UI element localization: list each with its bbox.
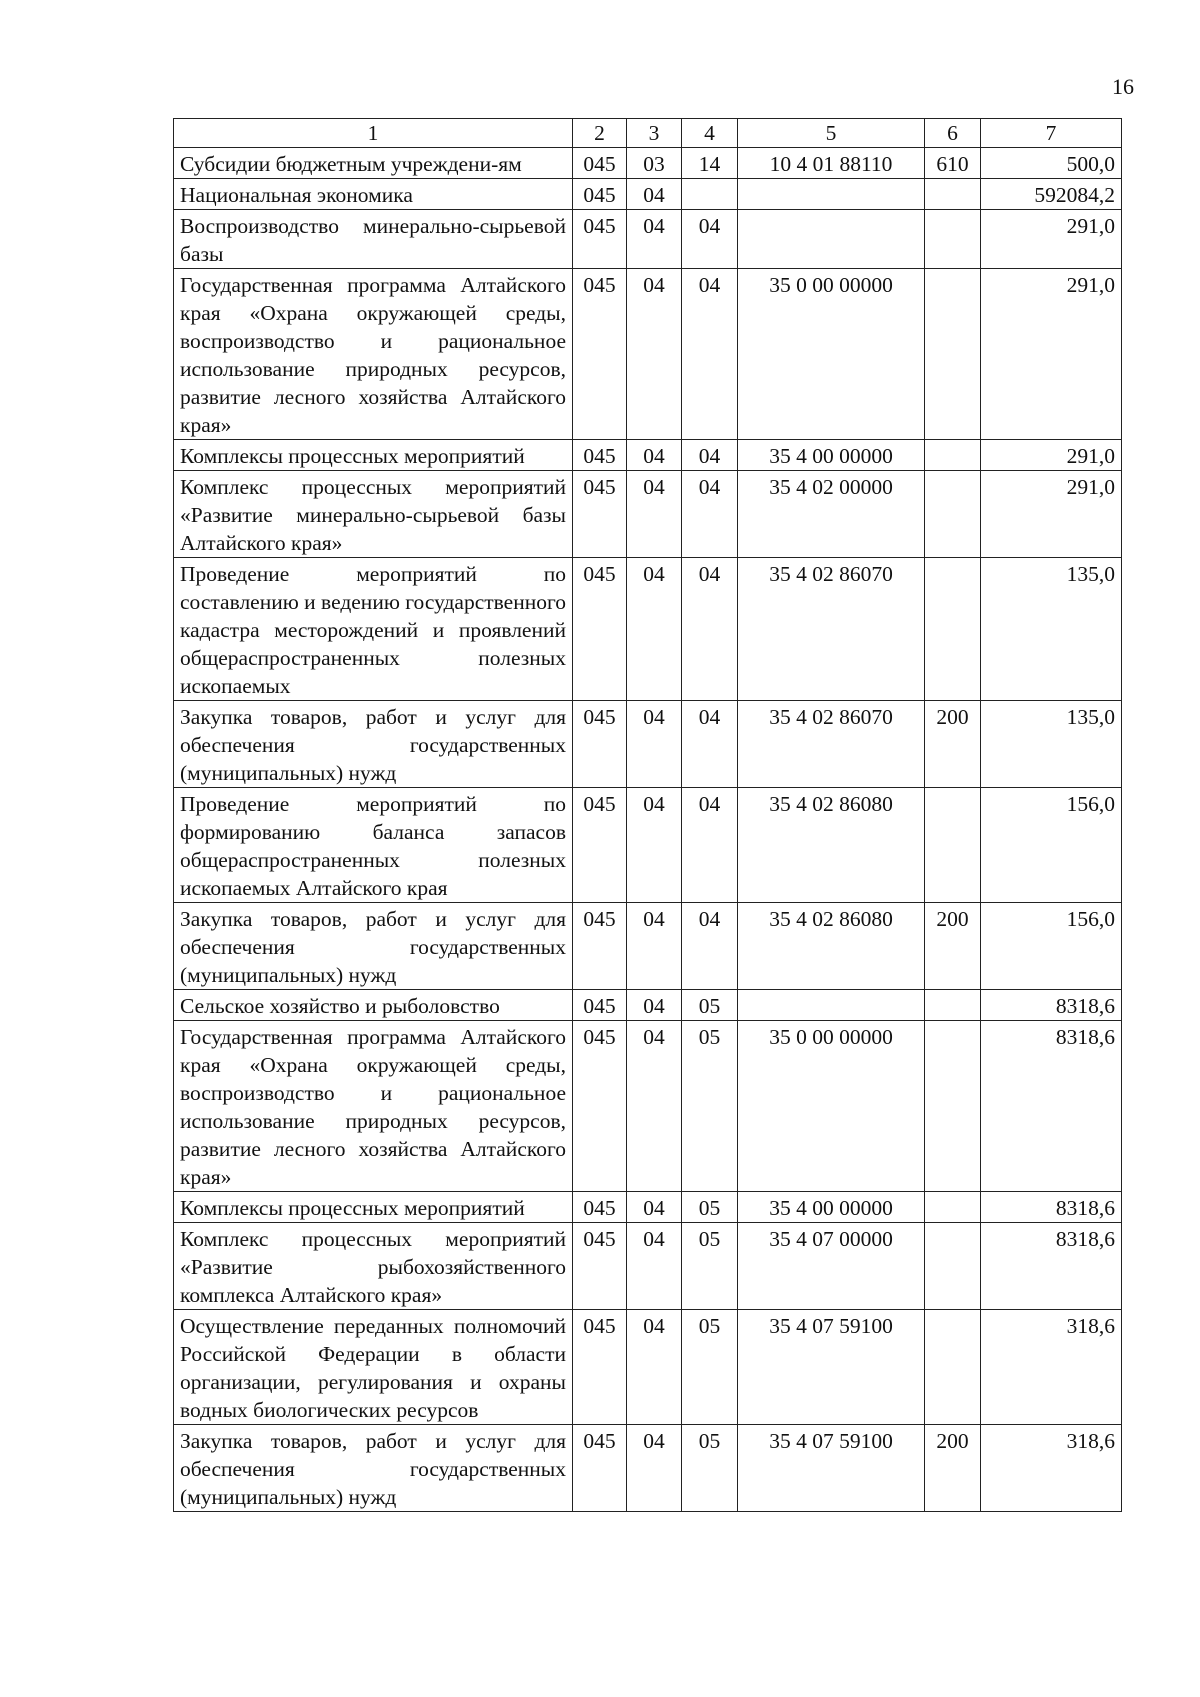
amount-cell: 8318,6	[981, 1192, 1122, 1223]
row-name-cell: Комплекс процессных мероприятий «Развитие минерально-сырьевой базы Алтайского края»	[174, 471, 573, 558]
ministry-code-cell: 045	[573, 471, 627, 558]
target-article-cell: 35 4 07 59100	[738, 1425, 925, 1512]
ministry-code-cell: 045	[573, 558, 627, 701]
target-article-cell: 35 4 00 00000	[738, 1192, 925, 1223]
target-article-cell: 35 0 00 00000	[738, 1021, 925, 1192]
section-code-cell: 04	[627, 210, 682, 269]
ministry-code-cell: 045	[573, 1021, 627, 1192]
section-code-cell: 04	[627, 903, 682, 990]
header-row	[174, 119, 1122, 148]
expense-type-cell	[925, 558, 981, 701]
section-code-cell: 04	[627, 558, 682, 701]
header-cell: 2	[573, 119, 627, 148]
row-name-cell: Воспроизводство минерально-сырьевой базы	[174, 210, 573, 269]
section-code-cell: 04	[627, 1192, 682, 1223]
target-article-cell: 35 4 07 59100	[738, 1310, 925, 1425]
table-row	[174, 558, 1122, 701]
subsection-code-cell: 04	[682, 788, 738, 903]
subsection-code-cell: 04	[682, 210, 738, 269]
subsection-code-cell	[682, 179, 738, 210]
ministry-code-cell: 045	[573, 1425, 627, 1512]
row-name-cell: Закупка товаров, работ и услуг для обеспечения государственных (муниципальных) нужд	[174, 903, 573, 990]
table-row	[174, 990, 1122, 1021]
amount-cell: 291,0	[981, 471, 1122, 558]
amount-cell: 291,0	[981, 210, 1122, 269]
amount-cell: 135,0	[981, 558, 1122, 701]
table-row	[174, 471, 1122, 558]
table-row	[174, 210, 1122, 269]
table-row	[174, 1310, 1122, 1425]
ministry-code-cell: 045	[573, 701, 627, 788]
row-name-cell: Комплекс процессных мероприятий «Развитие рыбохозяйственного комплекса Алтайского края»	[174, 1223, 573, 1310]
amount-cell: 8318,6	[981, 990, 1122, 1021]
target-article-cell: 35 4 02 86070	[738, 558, 925, 701]
table-row	[174, 1192, 1122, 1223]
expense-type-cell	[925, 1192, 981, 1223]
amount-cell: 156,0	[981, 788, 1122, 903]
row-name-cell: Закупка товаров, работ и услуг для обеспечения государственных (муниципальных) нужд	[174, 701, 573, 788]
row-name-cell: Национальная экономика	[174, 179, 573, 210]
ministry-code-cell: 045	[573, 788, 627, 903]
section-code-cell: 04	[627, 990, 682, 1021]
expense-type-cell	[925, 990, 981, 1021]
section-code-cell: 04	[627, 440, 682, 471]
subsection-code-cell: 05	[682, 1310, 738, 1425]
budget-table	[173, 118, 1122, 1512]
expense-type-cell	[925, 471, 981, 558]
table-row	[174, 1425, 1122, 1512]
section-code-cell: 04	[627, 269, 682, 440]
section-code-cell: 04	[627, 1310, 682, 1425]
table-row	[174, 701, 1122, 788]
section-code-cell: 04	[627, 701, 682, 788]
amount-cell: 8318,6	[981, 1223, 1122, 1310]
subsection-code-cell: 04	[682, 558, 738, 701]
expense-type-cell: 200	[925, 1425, 981, 1512]
amount-cell: 318,6	[981, 1310, 1122, 1425]
header-cell: 4	[682, 119, 738, 148]
expense-type-cell: 200	[925, 903, 981, 990]
subsection-code-cell: 14	[682, 148, 738, 179]
target-article-cell	[738, 990, 925, 1021]
ministry-code-cell: 045	[573, 210, 627, 269]
row-name-cell: Проведение мероприятий по составлению и ведению государственного кадастра месторождений и проявлений общераспространенных полезных ископаемых	[174, 558, 573, 701]
target-article-cell: 10 4 01 88110	[738, 148, 925, 179]
ministry-code-cell: 045	[573, 148, 627, 179]
expense-type-cell: 610	[925, 148, 981, 179]
expense-type-cell	[925, 1310, 981, 1425]
target-article-cell: 35 4 07 00000	[738, 1223, 925, 1310]
ministry-code-cell: 045	[573, 990, 627, 1021]
target-article-cell: 35 4 02 86080	[738, 788, 925, 903]
subsection-code-cell: 04	[682, 269, 738, 440]
ministry-code-cell: 045	[573, 440, 627, 471]
row-name-cell: Осуществление переданных полномочий Российской Федерации в области организации, регулирования и охраны водных биологических ресурсов	[174, 1310, 573, 1425]
ministry-code-cell: 045	[573, 1310, 627, 1425]
section-code-cell: 04	[627, 1223, 682, 1310]
expense-type-cell	[925, 1021, 981, 1192]
section-code-cell: 03	[627, 148, 682, 179]
expense-type-cell	[925, 788, 981, 903]
target-article-cell: 35 0 00 00000	[738, 269, 925, 440]
table-row	[174, 788, 1122, 903]
amount-cell: 135,0	[981, 701, 1122, 788]
row-name-cell: Сельское хозяйство и рыболовство	[174, 990, 573, 1021]
header-cell: 5	[738, 119, 925, 148]
ministry-code-cell: 045	[573, 903, 627, 990]
expense-type-cell	[925, 179, 981, 210]
subsection-code-cell: 04	[682, 440, 738, 471]
expense-type-cell	[925, 210, 981, 269]
target-article-cell: 35 4 00 00000	[738, 440, 925, 471]
subsection-code-cell: 04	[682, 471, 738, 558]
target-article-cell: 35 4 02 86070	[738, 701, 925, 788]
row-name-cell: Государственная программа Алтайского края «Охрана окружающей среды, воспроизводство и рациональное использование природных ресурсов, развитие лесного хозяйства Алтайского края»	[174, 269, 573, 440]
amount-cell: 291,0	[981, 440, 1122, 471]
section-code-cell: 04	[627, 1021, 682, 1192]
amount-cell: 8318,6	[981, 1021, 1122, 1192]
subsection-code-cell: 04	[682, 903, 738, 990]
subsection-code-cell: 05	[682, 1021, 738, 1192]
section-code-cell: 04	[627, 1425, 682, 1512]
expense-type-cell: 200	[925, 701, 981, 788]
expense-type-cell	[925, 1223, 981, 1310]
row-name-cell: Комплексы процессных мероприятий	[174, 1192, 573, 1223]
ministry-code-cell: 045	[573, 179, 627, 210]
subsection-code-cell: 05	[682, 1223, 738, 1310]
expense-type-cell	[925, 440, 981, 471]
header-cell: 7	[981, 119, 1122, 148]
table-row	[174, 903, 1122, 990]
subsection-code-cell: 04	[682, 701, 738, 788]
subsection-code-cell: 05	[682, 990, 738, 1021]
table-row	[174, 179, 1122, 210]
header-cell: 1	[174, 119, 573, 148]
ministry-code-cell: 045	[573, 269, 627, 440]
section-code-cell: 04	[627, 788, 682, 903]
amount-cell: 592084,2	[981, 179, 1122, 210]
target-article-cell: 35 4 02 86080	[738, 903, 925, 990]
table-row	[174, 269, 1122, 440]
target-article-cell	[738, 179, 925, 210]
row-name-cell: Проведение мероприятий по формированию баланса запасов общераспространенных полезных ископаемых Алтайского края	[174, 788, 573, 903]
section-code-cell: 04	[627, 471, 682, 558]
expense-type-cell	[925, 269, 981, 440]
header-cell: 3	[627, 119, 682, 148]
row-name-cell: Закупка товаров, работ и услуг для обеспечения государственных (муниципальных) нужд	[174, 1425, 573, 1512]
target-article-cell: 35 4 02 00000	[738, 471, 925, 558]
row-name-cell: Государственная программа Алтайского края «Охрана окружающей среды, воспроизводство и рациональное использование природных ресурсов, развитие лесного хозяйства Алтайского края»	[174, 1021, 573, 1192]
ministry-code-cell: 045	[573, 1223, 627, 1310]
table-row	[174, 440, 1122, 471]
page-number: 16	[1112, 74, 1134, 99]
table-row	[174, 1223, 1122, 1310]
table-row	[174, 148, 1122, 179]
row-name-cell: Субсидии бюджетным учреждени-ям	[174, 148, 573, 179]
amount-cell: 291,0	[981, 269, 1122, 440]
ministry-code-cell: 045	[573, 1192, 627, 1223]
section-code-cell: 04	[627, 179, 682, 210]
subsection-code-cell: 05	[682, 1192, 738, 1223]
amount-cell: 500,0	[981, 148, 1122, 179]
target-article-cell	[738, 210, 925, 269]
header-cell: 6	[925, 119, 981, 148]
table-body	[174, 119, 1122, 1512]
amount-cell: 318,6	[981, 1425, 1122, 1512]
subsection-code-cell: 05	[682, 1425, 738, 1512]
row-name-cell: Комплексы процессных мероприятий	[174, 440, 573, 471]
table-row	[174, 1021, 1122, 1192]
amount-cell: 156,0	[981, 903, 1122, 990]
